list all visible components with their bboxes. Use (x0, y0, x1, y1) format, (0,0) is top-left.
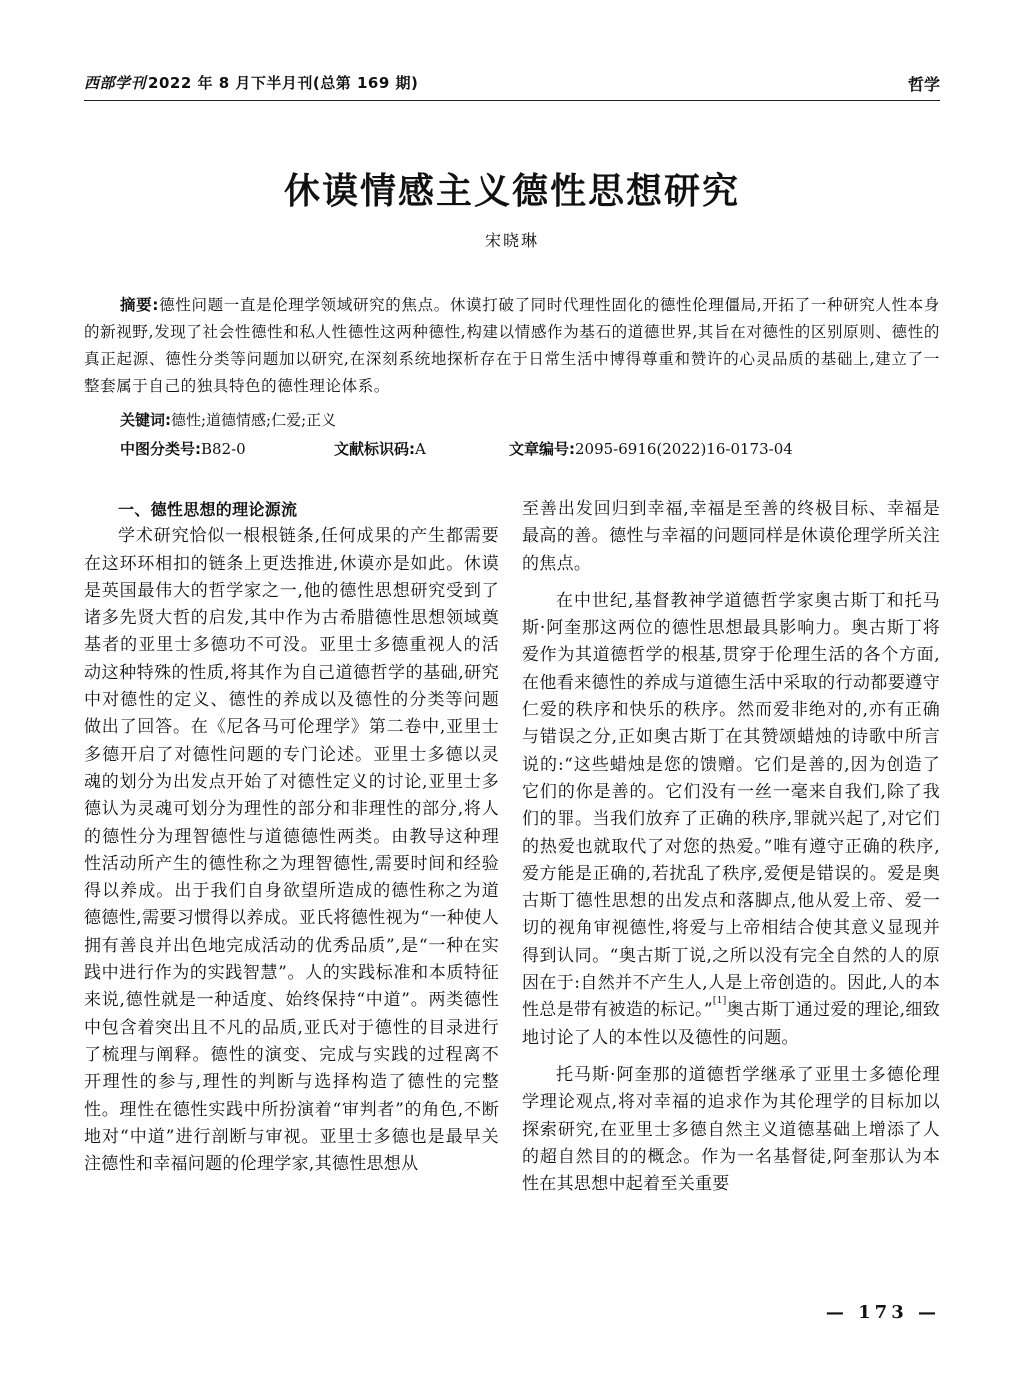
abstract (84, 292, 940, 400)
citation[interactable]: [1] (712, 996, 727, 1007)
article-number-label: 文章编号: (509, 440, 575, 458)
keywords (120, 409, 336, 430)
clc-code (120, 438, 246, 459)
keywords-label: 关键词: (120, 411, 171, 429)
keywords-text: 德性;道德情感;仁爱;正义 (171, 411, 337, 429)
paragraph: 托马斯·阿奎那的道德哲学继承了亚里士多德伦理学理论观点,将对幸福的追求作为其伦理学的目标加以探索研究,在亚里士多德自然主义道德基础上增添了人的超自然目的的概念。作为一名基督徒,阿奎那认为本性在其思想中起着至关重要 (522, 1064, 940, 1195)
section-heading: 一、德性思想的理论源流 (118, 500, 298, 519)
article-title: 休谟情感主义德性思想研究 (283, 171, 740, 212)
journal-issue-text: 2022 年 8 月下半月刊(总第 169 期) (148, 74, 419, 92)
abstract-text: 德性问题一直是伦理学领域研究的焦点。休谟打破了同时代理性固化的德性伦理僵局,开拓了一种研究人性本身的新视野,发现了社会性德性和私人性德性这两种德性,构建以情感作为基石的道德世界,其旨在对德性的区别原则、德性的真正起源、德性分类等问题加以研究,在深刻系统地探析存在于日常生活中博得尊重和赞许的心灵品质的基础上,建立了一整套属于自己的独具特色的德性理论体系。 (84, 296, 940, 395)
paragraph: 学术研究恰似一根根链条,任何成果的产生都需要在这环环相扣的链条上更迭推进,休谟亦是如此。休谟是英国最伟大的哲学家之一,他的德性思想研究受到了诸多先贤大哲的启发,其中作为古希腊德性思想领域奠基者的亚里士多德功不可没。亚里士多德重视人的活动这种特殊的性质,将其作为自己道德哲学的基础,研究中对德性的定义、德性的养成以及德性的分类等问题做出了回答。在《尼各马可伦理学》第二卷中,亚里士多德开启了对德性问题的专门论述。亚里士多德以灵魂的划分为出发点开始了对德性定义的讨论,亚里士多德认为灵魂可划分为理性的部分和非理性的部分,将人的德性分为理智德性与道德德性两类。由教导这种理性活动所产生的德性称之为理智德性,需要时间和经验得以养成。出于我们自身欲望所造成的德性称之为道德德性,需要习惯得以养成。亚氏将德性视为“一种使人拥有善良并出色地完成活动的优秀品质”,是“一种在实践中进行作为的实践智慧”。人的实践标准和本质特征来说,德性就是一种适度、始终保持“中道”。两类德性中包含着突出且不凡的品质,亚氏对于德性的目录进行了梳理与阐释。德性的演变、完成与实践的过程离不开理性的参与,理性的判断与选择构造了德性的完整性。理性在德性实践中所扮演着“审判者”的角色,不断地对“中道”进行剖断与审视。亚里士多德也是最早关注德性和幸福问题的伦理学家,其德性思想从 (84, 526, 499, 1175)
right-column (522, 496, 940, 1198)
journal-issue (84, 72, 418, 93)
article-number (509, 438, 793, 459)
header-rule (84, 100, 940, 101)
doc-value: A (415, 440, 426, 458)
doc-label: 文献标识码: (334, 440, 415, 458)
clc-value: B82-0 (201, 440, 246, 458)
doc-code (334, 438, 426, 459)
abstract-label: 摘要: (120, 296, 160, 314)
article-meta (120, 438, 940, 466)
article-author: 宋晓琳 (484, 231, 539, 250)
left-column (84, 496, 499, 1178)
paragraph-text: 奥古斯丁通过爱的理论,细致地讨论了人的本性以及德性的问题。 (522, 1000, 940, 1048)
paragraph-text: 在中世纪,基督教神学道德哲学家奥古斯丁和托马斯·阿奎那这两位的德性思想最具影响力。奥古斯丁将爱作为其道德哲学的根基,贯穿于伦理生活的各个方面,在他看来德性的养成与道德生活中采取的行动都要遵守仁爱的秩序和快乐的秩序。然而爱非绝对的,亦有正确与错误之分,正如奥古斯丁在其赞颂蜡烛的诗歌中所言说的:“这些蜡烛是您的馈赠。它们是善的,因为创造了它们的你是善的。它们没有一丝一毫来自我们,除了我们的罪。当我们放弃了正确的秩序,罪就兴起了,对它们的热爱也就取代了对您的热爱。”唯有遵守正确的秩序,爱方能是正确的,若扰乱了秩序,爱便是错误的。爱是奥古斯丁德性思想的出发点和落脚点,他从爱上帝、爱一切的视角审视德性,将爱与上帝相结合使其意义显现并得到认同。“奥古斯丁说,之所以没有完全自然的人的原因在于:自然并不产生人,人是上帝创造的。因此,人的本性总是带有被造的标记。” (522, 590, 940, 1021)
journal-logo: 西部学刊 (84, 74, 147, 92)
page-number: — 173 — (825, 1302, 940, 1323)
paragraph: 至善出发回归到幸福,幸福是至善的终极目标、幸福是最高的善。德性与幸福的问题同样是休谟伦理学所关注的焦点。 (522, 499, 940, 574)
section-label: 哲学 (907, 75, 940, 94)
running-header (84, 70, 940, 100)
clc-label: 中图分类号: (120, 440, 201, 458)
paragraph (522, 588, 940, 1052)
article-number-value: 2095-6916(2022)16-0173-04 (575, 440, 793, 458)
